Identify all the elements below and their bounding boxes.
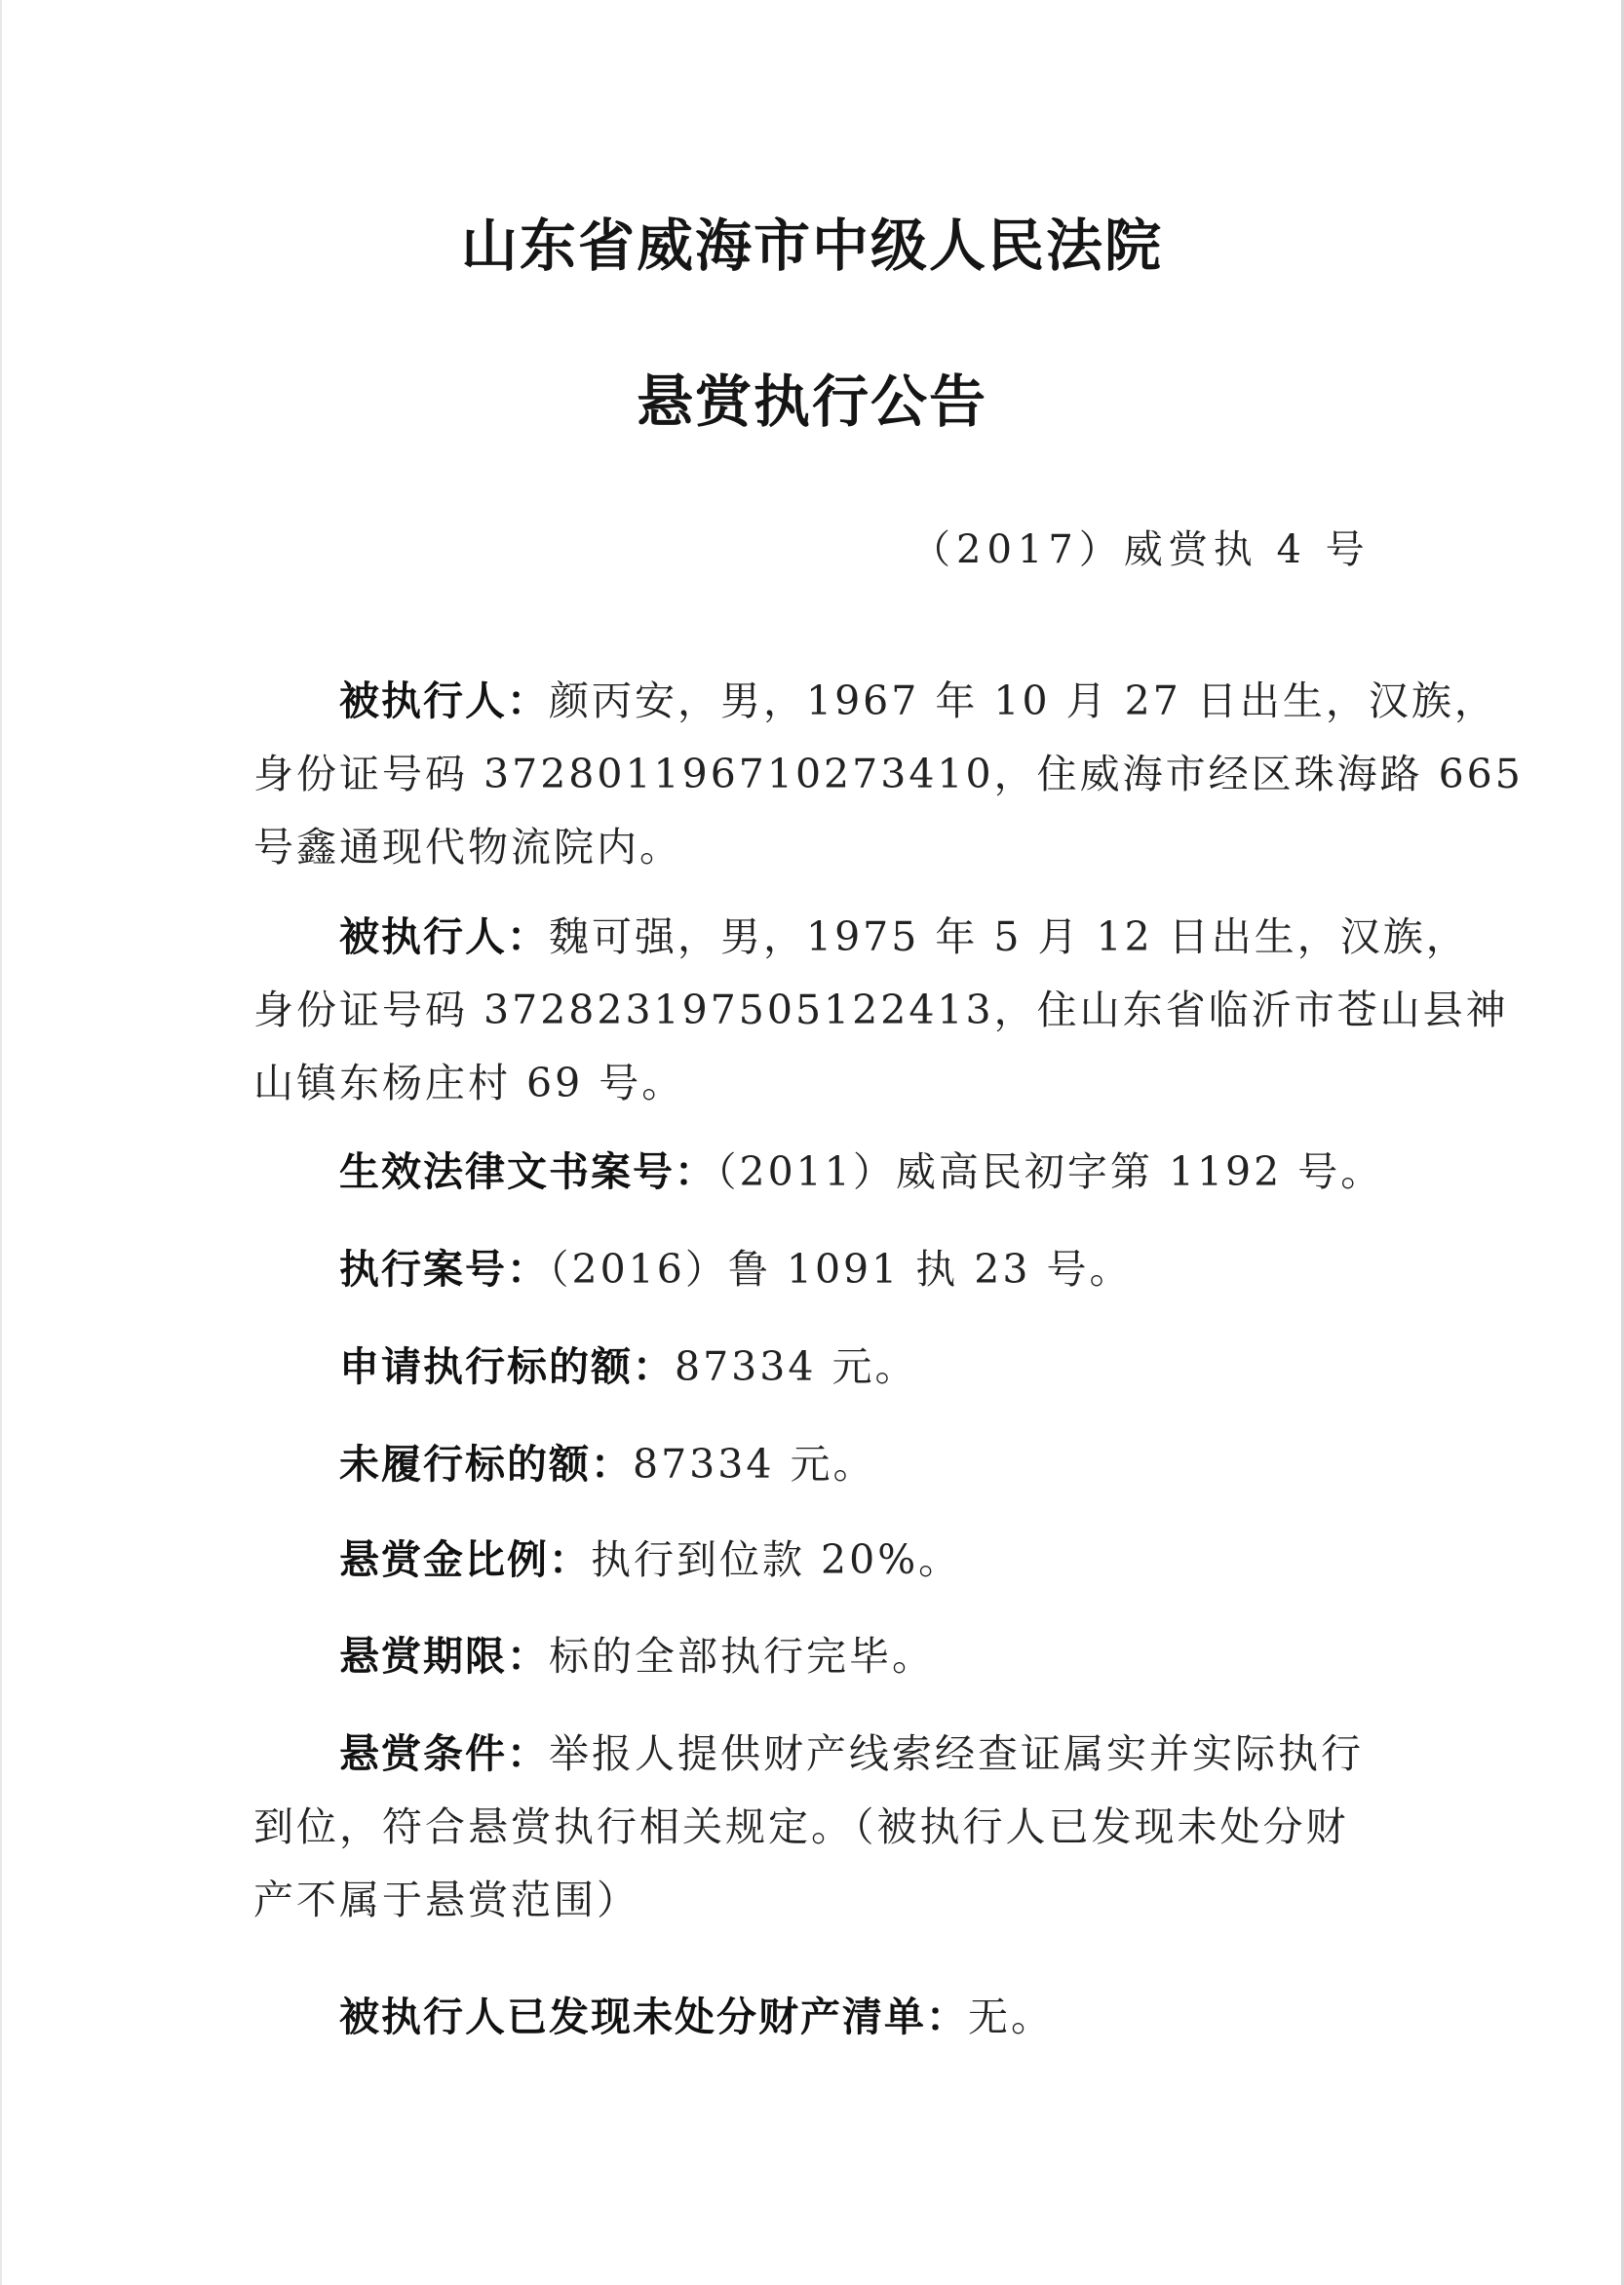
page-edge-left (0, 0, 2, 2285)
document-number: （2017）威赏执 4 号 (911, 527, 1371, 572)
unfulfilled-amount-row (253, 1428, 1374, 1501)
execution-case-row (253, 1233, 1374, 1306)
reward-conditions-paragraph (253, 1718, 1374, 1937)
effective-document-row (253, 1136, 1384, 1209)
unfulfilled-amount-label: 未履行标的额： (339, 1441, 633, 1488)
applied-amount-label: 申请执行标的额： (339, 1343, 675, 1390)
effective-document-value: （2011）威高民初字第 1192 号。 (716, 1148, 1384, 1195)
party-2-line-2: 身份证号码 372823197505122413，住山东省临沂市苍山县神 (253, 987, 1509, 1033)
party-1-text-1: 颜丙安，男，1967 年 10 月 27 日出生，汉族， (549, 678, 1497, 724)
reward-conditions-label: 悬赏条件： (339, 1730, 549, 1777)
party-2-text-1: 魏可强，男，1975 年 5 月 12 日出生，汉族， (549, 913, 1469, 960)
court-name-heading: 山东省威海市中级人民法院 (460, 213, 1163, 279)
party-1-paragraph (253, 665, 1524, 884)
unfulfilled-amount-value: 87334 元。 (633, 1441, 876, 1488)
party-2-paragraph (253, 901, 1509, 1120)
reward-ratio-row (253, 1524, 1374, 1597)
known-property-row (253, 1981, 1374, 2054)
applied-amount-value: 87334 元。 (675, 1343, 918, 1390)
applied-amount-row (253, 1331, 1374, 1404)
reward-ratio-value: 执行到位款 20%。 (591, 1536, 962, 1583)
effective-document-label: 生效法律文书案号： (339, 1148, 716, 1195)
reward-period-row (253, 1620, 1374, 1693)
party-1-line-2: 身份证号码 372801196710273410，住威海市经区珠海路 665 (253, 751, 1524, 797)
execution-case-value: （2016）鲁 1091 执 23 号。 (549, 1246, 1133, 1293)
known-property-value: 无。 (968, 1994, 1054, 2040)
notice-title-heading: 悬赏执行公告 (636, 368, 987, 435)
party-1-line-1 (253, 665, 1497, 738)
party-2-line-3: 山镇东杨庄村 69 号。 (253, 1060, 685, 1106)
party-1-line-3: 号鑫通现代物流院内。 (253, 824, 682, 871)
reward-conditions-text-3: 产不属于悬赏范围） (253, 1877, 639, 1923)
reward-conditions-text-2: 到位，符合悬赏执行相关规定。（被执行人已发现未处分财 (253, 1803, 1349, 1850)
party-1-label: 被执行人： (339, 678, 549, 724)
reward-ratio-label: 悬赏金比例： (339, 1536, 591, 1583)
reward-conditions-text-1: 举报人提供财产线索经查证属实并实际执行 (549, 1730, 1364, 1777)
party-2-line-1 (253, 901, 1469, 974)
reward-period-value: 标的全部执行完毕。 (549, 1633, 935, 1680)
known-property-label: 被执行人已发现未处分财产清单： (339, 1994, 968, 2040)
execution-case-label: 执行案号： (339, 1246, 549, 1293)
party-2-label: 被执行人： (339, 913, 549, 960)
reward-period-label: 悬赏期限： (339, 1633, 549, 1680)
